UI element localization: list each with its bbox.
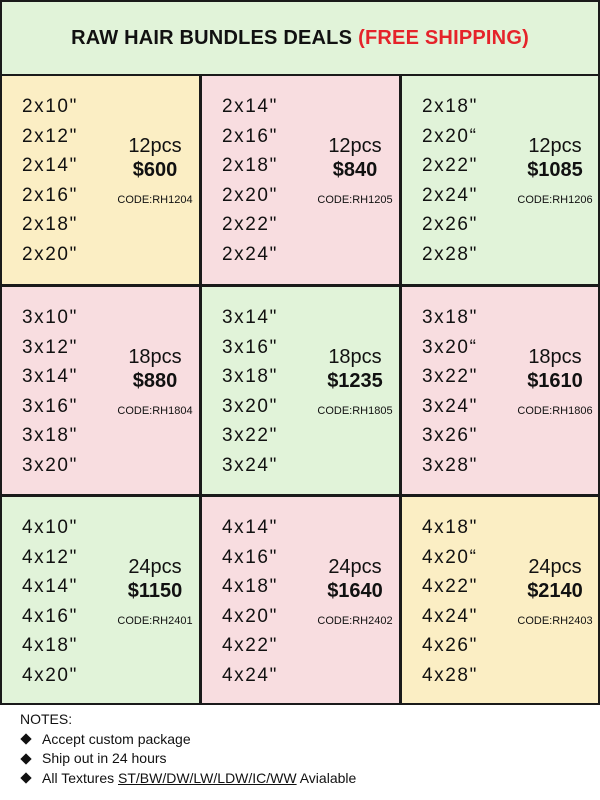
deal-cell [400,74,600,286]
bundle-size: 3x18" [222,366,278,388]
bundle-size: 2x22" [422,155,478,177]
bundle-size: 4x20" [222,605,278,627]
deal-summary [510,134,600,206]
deal-code: CODE:RH1206 [517,194,593,206]
deal-price: $2140 [527,580,583,602]
deal-price: $1235 [327,370,383,392]
deal-code: CODE:RH1805 [317,405,393,417]
deal-summary [310,555,400,627]
bundle-size: 4x18" [422,517,478,538]
deals-grid [0,75,600,705]
bundle-size: 4x24" [422,605,478,627]
bundle-size: 2x20" [22,243,78,265]
diamond-bullet-icon [20,734,31,745]
bundle-size: 4x24" [222,664,278,686]
piece-count: 24pcs [328,556,382,578]
bundle-size: 4x16" [222,546,278,568]
deal-cell [400,495,600,705]
bundle-size: 2x20" [222,184,278,206]
bundle-sizes-list [222,513,278,691]
bundle-size: 3x18" [22,425,78,447]
deal-price: $840 [332,159,378,181]
bundle-size: 3x28" [422,454,478,476]
note-text: Ship out in 24 hours [42,750,167,766]
deal-cell [0,285,201,496]
bundle-sizes-list [422,92,478,270]
bundle-size: 3x26" [422,425,478,447]
bundle-size: 3x18" [422,307,478,328]
deal-summary [310,134,400,206]
bundle-size: 2x10" [22,96,78,117]
deal-cell [0,74,201,286]
bundle-size: 2x16" [222,125,278,147]
piece-count: 24pcs [528,556,582,578]
deal-price: $1610 [527,370,583,392]
deal-price: $1640 [327,580,383,602]
note-item [20,749,600,769]
bundle-size: 3x20" [22,454,78,476]
bundle-size: 3x22" [222,425,278,447]
deal-summary [110,134,200,206]
bundle-size: 4x14" [222,517,278,538]
bundle-size: 4x12" [22,546,78,568]
bundle-size: 4x20“ [422,546,478,568]
deal-summary [510,555,600,627]
bundle-size: 4x22" [422,576,478,598]
bundle-size: 2x16" [22,184,78,206]
notes-title: NOTES: [20,711,73,727]
bundle-size: 4x10" [22,517,78,538]
note-item [20,769,600,789]
deal-summary [110,555,200,627]
notes-section [0,704,600,800]
deal-summary [310,345,400,417]
bundle-size: 3x20“ [422,336,478,358]
piece-count: 12pcs [128,135,182,157]
bundle-sizes-list [22,92,78,270]
bundle-size: 3x10" [22,307,78,328]
piece-count: 18pcs [528,346,582,368]
bundle-sizes-list [22,303,78,481]
deal-code: CODE:RH2403 [517,615,593,627]
bundle-size: 4x18" [22,635,78,657]
deal-price: $600 [132,159,178,181]
bundle-size: 2x18" [422,96,478,117]
bundle-sizes-list [222,92,278,270]
bundle-size: 3x22" [422,366,478,388]
textures-list: ST/BW/DW/LW/LDW/IC/WW [118,769,297,786]
bundle-size: 2x18" [222,155,278,177]
piece-count: 12pcs [328,135,382,157]
bundle-size: 4x22" [222,635,278,657]
bundle-size: 2x22" [222,214,278,236]
header-banner [0,0,600,77]
free-shipping-label: (FREE SHIPPING) [358,27,529,49]
deal-cell [400,285,600,496]
bundle-size: 2x14" [222,96,278,117]
bundle-size: 3x16" [222,336,278,358]
bundle-size: 3x24" [222,454,278,476]
bundle-size: 3x24" [422,395,478,417]
bundle-sizes-list [22,513,78,691]
deal-code: CODE:RH1204 [117,194,193,206]
deal-price: $1150 [127,580,183,602]
bundle-size: 3x14" [222,307,278,328]
deal-code: CODE:RH2401 [117,615,193,627]
bundle-size: 2x18" [22,214,78,236]
bundle-size: 4x28" [422,664,478,686]
diamond-bullet-icon [20,773,31,784]
bundle-size: 2x12" [22,125,78,147]
deal-summary [510,345,600,417]
deal-cell [0,495,201,705]
deal-code: CODE:RH2402 [317,615,393,627]
deal-code: CODE:RH1806 [517,405,593,417]
piece-count: 12pcs [528,135,582,157]
note-suffix: Avialable [296,769,357,786]
deal-cell [200,495,401,705]
bundle-sizes-list [422,513,478,691]
deal-code: CODE:RH1804 [117,405,193,417]
note-text: Accept custom package [42,730,191,747]
page-title: RAW HAIR BUNDLES DEALS [71,27,353,49]
bundle-size: 4x16" [22,605,78,627]
piece-count: 18pcs [128,346,182,368]
deal-price: $1085 [527,159,583,181]
note-text [42,769,356,789]
deal-cell [200,74,401,286]
bundle-size: 2x24" [422,184,478,206]
note-prefix: All Textures [42,769,118,786]
bundle-size: 4x20" [22,664,78,686]
bundle-size: 4x14" [22,576,78,598]
bundle-size: 2x26" [422,214,478,236]
bundle-size: 2x28" [422,243,478,265]
piece-count: 18pcs [328,346,382,368]
bundle-size: 4x26" [422,635,478,657]
deal-cell [200,285,401,496]
bundle-size: 4x18" [222,576,278,598]
deal-code: CODE:RH1205 [317,194,393,206]
bundle-size: 3x20" [222,395,278,417]
bundle-size: 3x12" [22,336,78,358]
bundle-size: 2x24" [222,243,278,265]
diamond-bullet-icon [20,753,31,764]
deal-price: $880 [132,370,178,392]
bundle-sizes-list [422,303,478,481]
bundle-sizes-list [222,303,278,481]
deal-summary [110,345,200,417]
bundle-size: 2x20“ [422,125,478,147]
bundle-size: 2x14" [22,155,78,177]
bundle-size: 3x14" [22,366,78,388]
bundle-size: 3x16" [22,395,78,417]
note-item [20,730,600,750]
piece-count: 24pcs [128,556,182,578]
